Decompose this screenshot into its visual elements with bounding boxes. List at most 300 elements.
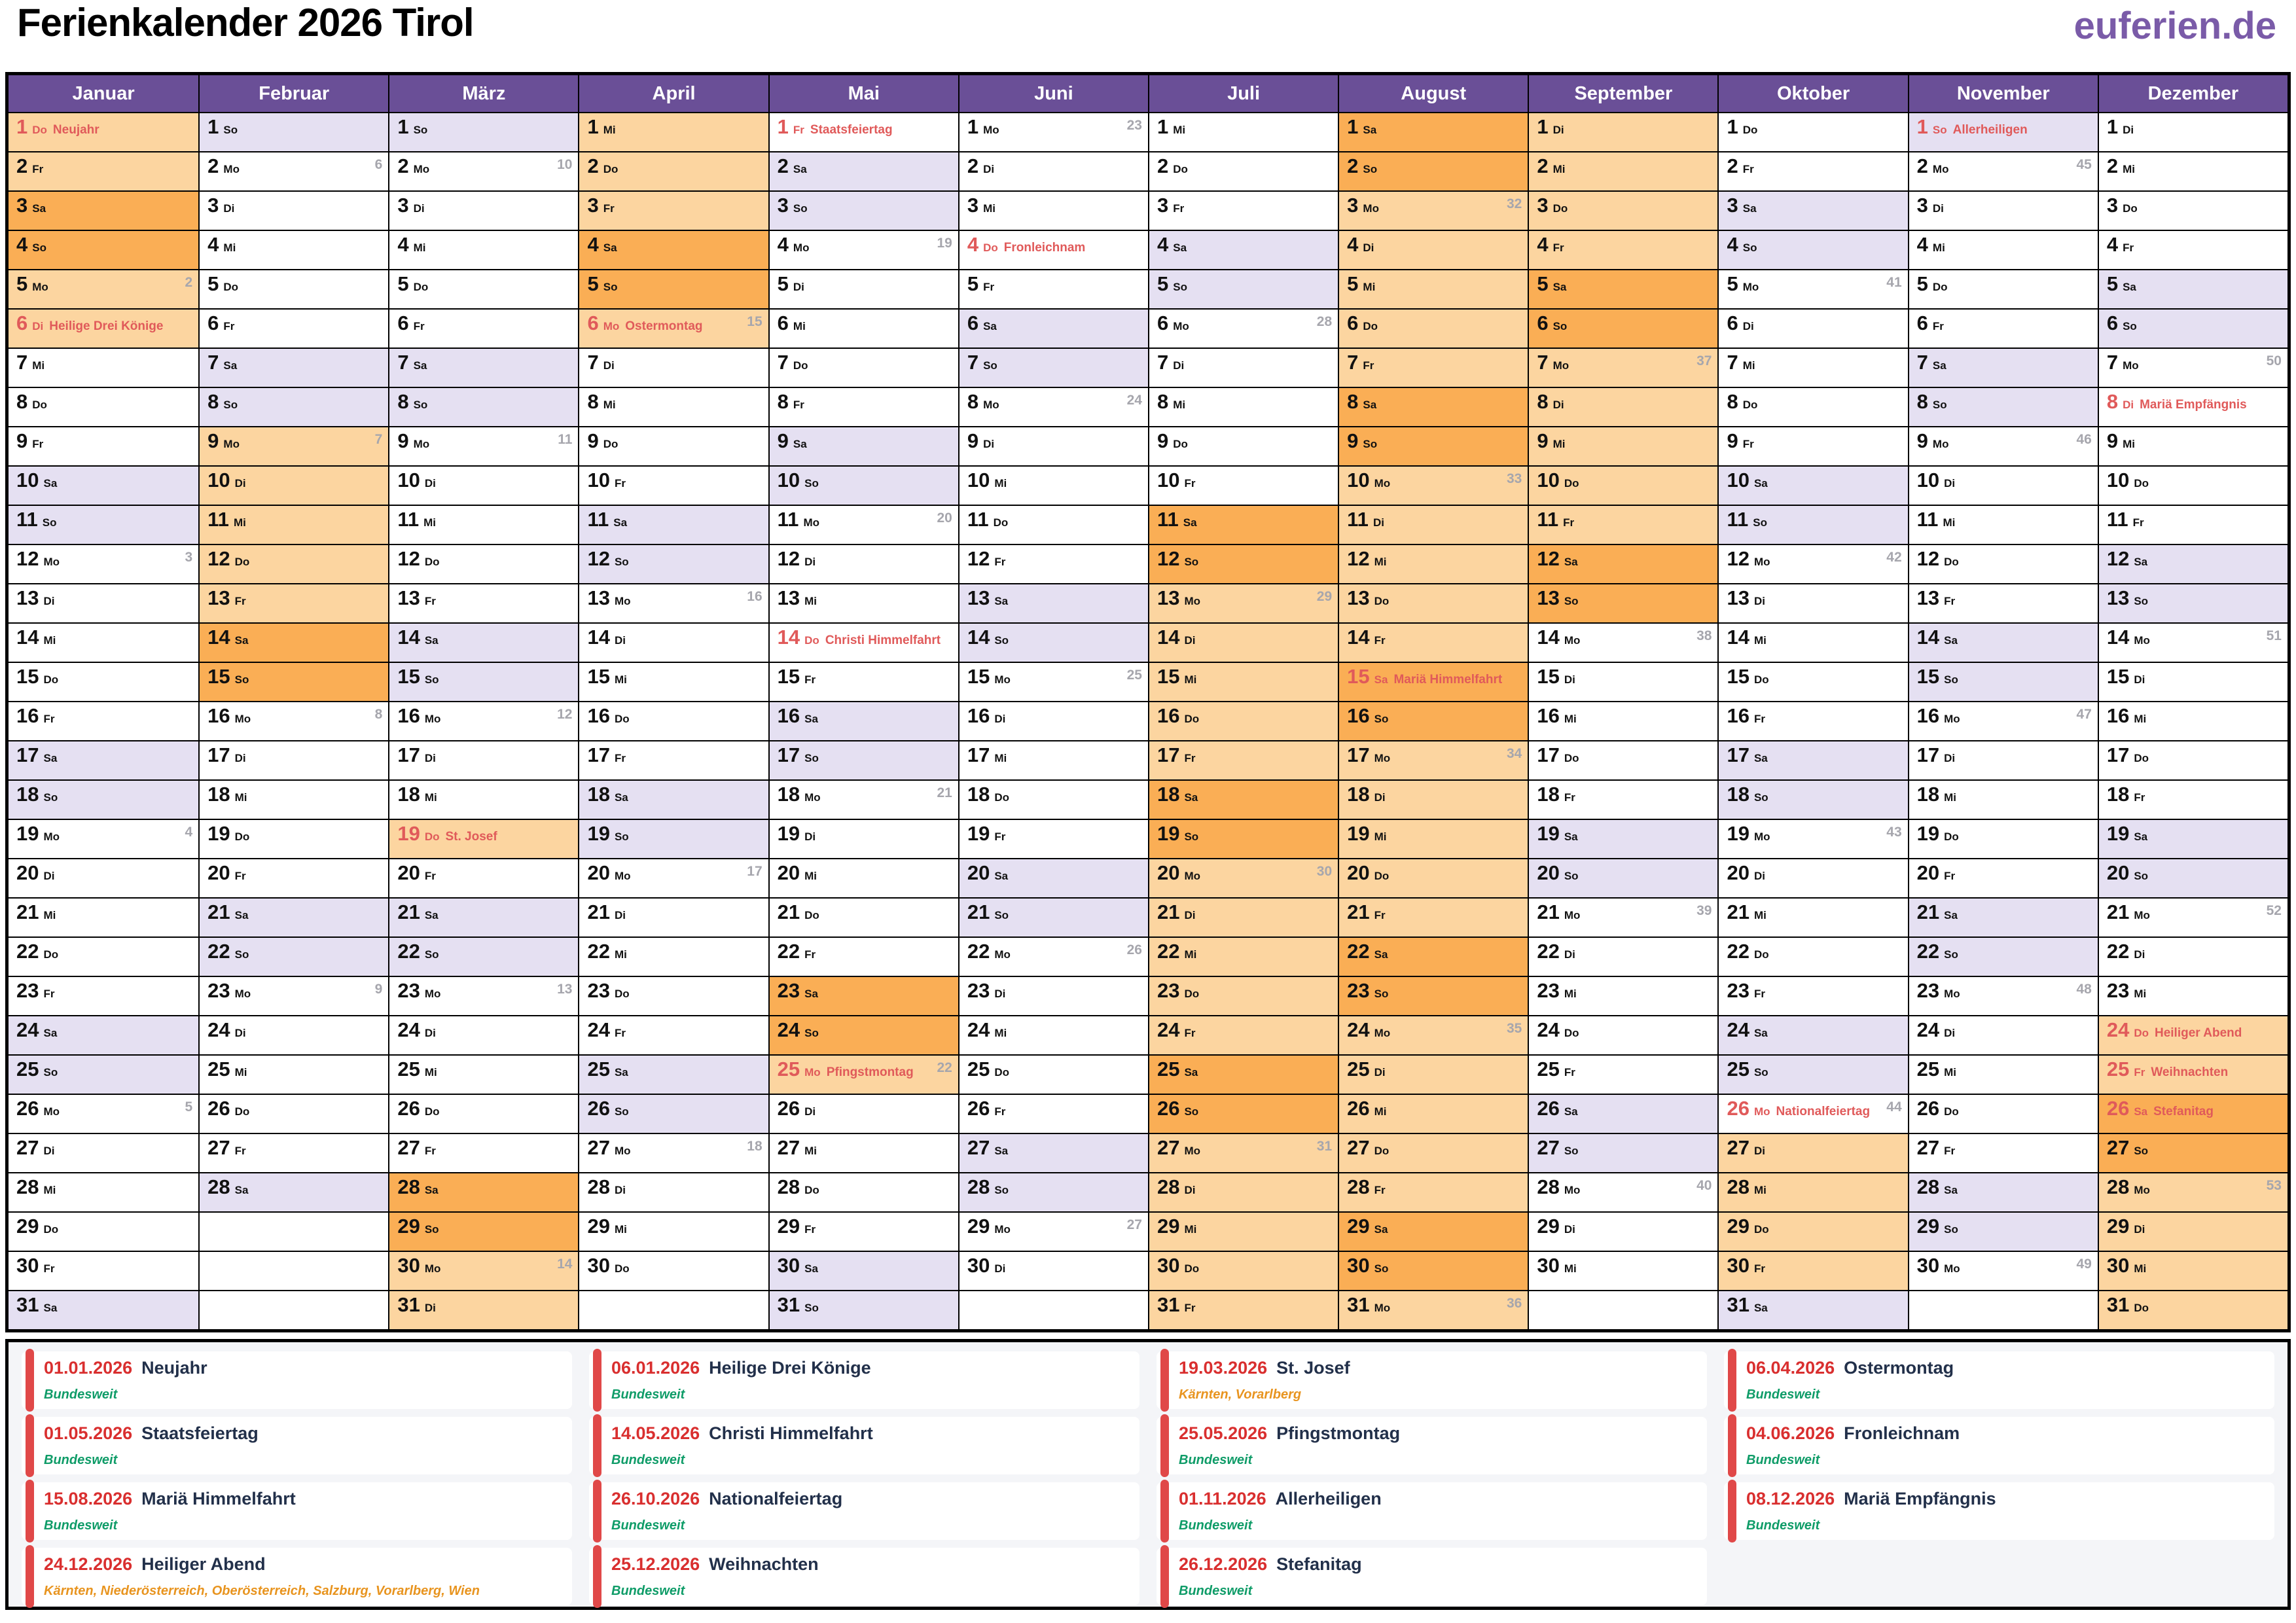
day-number: 29 — [1157, 1215, 1180, 1238]
weekday-label: Di — [614, 1184, 626, 1196]
day-cell — [960, 1094, 1148, 1133]
day-cell — [1529, 1094, 1717, 1133]
day-cell — [389, 1211, 578, 1251]
day-number: 19 — [397, 822, 420, 845]
day-cell — [9, 701, 198, 740]
month-header: Dezember — [2099, 75, 2287, 112]
day-cell — [1529, 308, 1717, 348]
weekday-label: Mi — [1753, 634, 1767, 647]
day-cell — [1719, 505, 1907, 544]
weekday-label: Mo — [43, 1105, 60, 1118]
day-number: 8 — [1157, 390, 1169, 413]
day-cell — [1529, 230, 1717, 269]
weekday-label: So — [983, 359, 997, 372]
day-number: 20 — [1347, 861, 1370, 884]
day-number: 10 — [1347, 469, 1370, 491]
day-cell — [2099, 819, 2287, 858]
weekday-label: Fr — [32, 438, 44, 450]
day-number: 8 — [967, 390, 979, 413]
weekday-label: Di — [994, 988, 1006, 1000]
weekday-label: Di — [2123, 399, 2134, 411]
weekday-label: Do — [994, 1066, 1009, 1079]
day-cell — [1339, 151, 1528, 190]
day-number: 10 — [207, 469, 230, 491]
weekday-label: Mo — [424, 988, 441, 1000]
day-number: 3 — [2106, 194, 2119, 217]
day-cell — [2099, 112, 2287, 151]
calendar-week-number: 35 — [1506, 1021, 1522, 1036]
day-number: 25 — [587, 1058, 610, 1080]
calendar-week-number: 34 — [1506, 746, 1522, 761]
calendar-week-number: 41 — [1886, 275, 1902, 290]
day-number: 27 — [1727, 1136, 1749, 1159]
day-cell — [1529, 112, 1717, 151]
day-number: 20 — [397, 861, 420, 884]
day-number: 27 — [967, 1136, 990, 1159]
day-number: 16 — [967, 704, 990, 727]
day-number: 30 — [2106, 1254, 2130, 1277]
holiday-date: 15.08.2026 — [44, 1489, 133, 1508]
day-cell — [389, 1172, 578, 1211]
holiday-name: St. Josef — [1276, 1358, 1350, 1378]
weekday-label: Sa — [424, 634, 439, 647]
weekday-label: Mo — [1944, 1262, 1960, 1275]
day-cell — [1529, 348, 1717, 387]
weekday-label: Di — [603, 359, 615, 372]
day-cell — [1719, 1054, 1907, 1094]
weekday-label: Mo — [614, 595, 631, 607]
weekday-label: Di — [1564, 673, 1575, 686]
holiday-regions: Kärnten, Vorarlberg — [1179, 1387, 1302, 1402]
weekday-label: Do — [993, 516, 1009, 529]
day-cell — [960, 1251, 1148, 1290]
day-number: 24 — [1727, 1018, 1749, 1041]
legend-red-bar — [593, 1414, 601, 1477]
day-number: 22 — [207, 940, 230, 963]
day-number: 19 — [967, 822, 990, 845]
day-cell — [770, 1211, 958, 1251]
day-cell — [9, 190, 198, 230]
holiday-date: 24.12.2026 — [44, 1554, 133, 1574]
day-cell — [770, 308, 958, 348]
calendar-week-number: 12 — [557, 707, 573, 722]
day-number: 4 — [1727, 233, 1738, 256]
day-cell — [2099, 465, 2287, 505]
weekday-label: Sa — [2134, 830, 2148, 843]
weekday-label: Do — [2134, 752, 2149, 764]
day-number: 7 — [16, 351, 28, 374]
day-cell — [579, 740, 768, 779]
day-cell — [1719, 1211, 1907, 1251]
holiday-date: 14.05.2026 — [611, 1423, 700, 1443]
weekday-label: Do — [234, 556, 250, 568]
day-cell — [770, 387, 958, 426]
legend-entry — [589, 1417, 1139, 1474]
weekday-label: So — [804, 477, 819, 490]
weekday-label: So — [1184, 830, 1199, 843]
weekday-label: Mo — [1374, 1027, 1391, 1039]
day-number: 9 — [777, 429, 789, 452]
day-cell — [9, 1054, 198, 1094]
day-cell — [389, 622, 578, 662]
day-cell — [579, 151, 768, 190]
weekday-label: Mo — [2123, 359, 2139, 372]
holiday-name: Pfingstmontag — [1276, 1423, 1401, 1443]
weekday-label: Sa — [43, 477, 58, 490]
day-cell — [389, 583, 578, 622]
weekday-label: Di — [2134, 948, 2145, 961]
day-cell — [200, 269, 388, 308]
day-number: 24 — [967, 1018, 990, 1041]
weekday-label: Mi — [1184, 673, 1197, 686]
day-number: 30 — [1727, 1254, 1749, 1277]
weekday-label: Di — [1552, 399, 1564, 411]
day-number: 16 — [2106, 704, 2130, 727]
day-number: 10 — [1727, 469, 1749, 491]
day-number: 6 — [2106, 312, 2119, 334]
day-cell — [9, 1094, 198, 1133]
weekday-label: Di — [994, 713, 1006, 725]
day-number: 25 — [2106, 1058, 2130, 1080]
weekday-label: Do — [1944, 830, 1959, 843]
day-cell — [1529, 1054, 1717, 1094]
month-column-februar — [198, 75, 388, 1329]
weekday-label: Do — [793, 359, 808, 372]
weekday-label: Mo — [1374, 477, 1391, 490]
day-number: 16 — [1157, 704, 1180, 727]
day-number: 30 — [1157, 1254, 1180, 1277]
calendar-week-number: 21 — [937, 785, 952, 800]
weekday-label: Mo — [413, 163, 430, 175]
weekday-label: So — [1564, 870, 1579, 882]
day-number: 18 — [1347, 783, 1370, 806]
day-number: 12 — [777, 547, 800, 570]
weekday-label: Mo — [223, 163, 240, 175]
day-cell — [579, 190, 768, 230]
day-number: 24 — [1347, 1018, 1370, 1041]
day-cell — [960, 269, 1148, 308]
calendar-week-number: 19 — [937, 236, 952, 251]
day-number: 10 — [2106, 469, 2130, 491]
weekday-label: Mo — [223, 438, 240, 450]
weekday-label: Do — [1564, 477, 1579, 490]
day-cell — [1339, 897, 1528, 936]
day-number: 30 — [16, 1254, 39, 1277]
weekday-label: Sa — [1363, 124, 1377, 136]
legend-entry-line — [611, 1358, 1129, 1378]
weekday-label: Mi — [1552, 163, 1566, 175]
day-cell — [960, 1133, 1148, 1172]
calendar-week-number: 17 — [747, 864, 762, 879]
day-cell — [1909, 465, 2098, 505]
day-cell — [770, 1290, 958, 1329]
weekday-label: Di — [43, 1145, 55, 1157]
day-number: 19 — [1727, 822, 1749, 845]
day-number: 29 — [1727, 1215, 1749, 1238]
day-number: 5 — [1916, 272, 1928, 295]
weekday-label: Di — [804, 830, 816, 843]
day-cell — [200, 976, 388, 1015]
weekday-label: Fr — [994, 830, 1006, 843]
day-cell — [200, 662, 388, 701]
weekday-label: Mi — [614, 1223, 627, 1236]
legend-red-bar — [593, 1480, 601, 1543]
weekday-label: Mo — [1932, 438, 1949, 450]
calendar-week-number: 44 — [1886, 1099, 1902, 1115]
day-cell — [1719, 151, 1907, 190]
legend-entry-line — [1179, 1489, 1696, 1509]
month-header: November — [1909, 75, 2098, 112]
day-number: 27 — [777, 1136, 800, 1159]
day-number: 6 — [1727, 312, 1738, 334]
weekday-label: Mo — [1184, 1145, 1201, 1157]
day-cell — [1149, 505, 1338, 544]
day-cell — [1529, 505, 1717, 544]
weekday-label: Di — [43, 595, 55, 607]
day-number: 21 — [1537, 901, 1560, 923]
day-cell — [770, 701, 958, 740]
calendar-week-number: 7 — [374, 432, 383, 447]
day-number: 13 — [16, 586, 39, 609]
day-cell — [1909, 779, 2098, 819]
day-number: 10 — [16, 469, 39, 491]
weekday-label: So — [1184, 1105, 1199, 1118]
calendar-week-number: 4 — [185, 825, 193, 840]
day-number: 4 — [207, 233, 219, 256]
day-number: 25 — [1727, 1058, 1749, 1080]
day-cell — [2099, 505, 2287, 544]
day-cell — [2099, 662, 2287, 701]
day-cell — [1529, 897, 1717, 936]
day-number: 17 — [1727, 743, 1749, 766]
day-cell — [389, 426, 578, 465]
day-number: 1 — [967, 115, 979, 138]
weekday-label: Do — [1944, 1105, 1959, 1118]
day-number: 16 — [777, 704, 800, 727]
day-number: 25 — [16, 1058, 39, 1080]
weekday-label: Mi — [1944, 791, 1957, 804]
weekday-label: So — [424, 1223, 439, 1236]
day-cell — [1529, 583, 1717, 622]
day-cell — [1719, 1015, 1907, 1054]
day-cell — [389, 387, 578, 426]
weekday-label: Fr — [223, 320, 235, 332]
day-cell — [770, 1251, 958, 1290]
day-cell — [579, 1015, 768, 1054]
day-number: 18 — [397, 783, 420, 806]
calendar-week-number: 37 — [1696, 353, 1712, 368]
weekday-label: So — [614, 556, 629, 568]
day-cell — [1529, 544, 1717, 583]
legend-entry-line — [44, 1423, 562, 1444]
day-number: 9 — [397, 429, 409, 452]
holiday-date: 25.05.2026 — [1179, 1423, 1268, 1443]
day-cell — [579, 544, 768, 583]
weekday-label: Mo — [804, 791, 821, 804]
day-number: 3 — [967, 194, 979, 217]
weekday-label: Sa — [983, 320, 997, 332]
day-number: 20 — [587, 861, 610, 884]
weekday-label: Mo — [603, 320, 620, 332]
day-number: 27 — [1347, 1136, 1370, 1159]
day-cell — [1909, 269, 2098, 308]
month-header: Juli — [1149, 75, 1338, 112]
month-header: Januar — [9, 75, 198, 112]
day-number: 29 — [1347, 1215, 1370, 1238]
day-cell — [389, 1290, 578, 1329]
day-number: 23 — [1157, 979, 1180, 1002]
weekday-label: Fr — [804, 1223, 816, 1236]
day-cell — [1909, 230, 2098, 269]
holiday-regions: Bundesweit — [611, 1584, 685, 1598]
holiday-regions: Bundesweit — [611, 1453, 685, 1467]
day-cell — [389, 858, 578, 897]
holiday-regions: Bundesweit — [1179, 1584, 1253, 1598]
weekday-label: Sa — [613, 516, 628, 529]
day-cell — [770, 269, 958, 308]
day-cell — [9, 269, 198, 308]
weekday-label: Fr — [234, 595, 246, 607]
day-cell — [960, 1015, 1148, 1054]
day-cell — [9, 426, 198, 465]
day-cell — [770, 1054, 958, 1094]
holiday-regions: Bundesweit — [44, 1387, 118, 1402]
weekday-label: Sa — [1552, 281, 1567, 293]
day-number: 25 — [777, 1058, 800, 1080]
day-number: 9 — [2106, 429, 2119, 452]
weekday-label: Mo — [234, 988, 251, 1000]
day-cell — [1149, 1094, 1338, 1133]
weekday-label: Mi — [2123, 163, 2135, 175]
legend-entry — [22, 1548, 572, 1605]
holiday-regions: Bundesweit — [44, 1453, 118, 1467]
day-cell — [960, 387, 1148, 426]
weekday-label: Di — [804, 1105, 816, 1118]
weekday-label: Sa — [1944, 1184, 1958, 1196]
calendar-week-number: 14 — [557, 1257, 573, 1272]
euferien-logo[interactable]: euferien.de — [2073, 5, 2276, 47]
day-number: 2 — [777, 154, 789, 177]
day-cell — [960, 662, 1148, 701]
weekday-label: Mi — [1753, 909, 1767, 921]
day-number: 25 — [1537, 1058, 1560, 1080]
day-cell — [1719, 662, 1907, 701]
weekday-label: Di — [32, 320, 44, 332]
weekday-label: Di — [1374, 1066, 1386, 1079]
day-number: 3 — [1537, 194, 1549, 217]
month-column-januar — [9, 75, 198, 1329]
weekday-label: Mi — [1374, 1105, 1387, 1118]
day-cell — [1909, 308, 2098, 348]
weekday-label: So — [1363, 163, 1378, 175]
day-cell — [1719, 740, 1907, 779]
calendar-week-number: 16 — [747, 589, 762, 604]
day-cell — [1909, 190, 2098, 230]
day-number: 17 — [967, 743, 990, 766]
day-cell — [770, 1172, 958, 1211]
day-cell — [200, 230, 388, 269]
day-number: 20 — [16, 861, 39, 884]
weekday-label: Do — [1753, 673, 1769, 686]
day-cell — [200, 151, 388, 190]
day-cell — [1909, 505, 2098, 544]
day-number: 13 — [1347, 586, 1370, 609]
day-cell — [1719, 976, 1907, 1015]
day-number: 30 — [397, 1254, 420, 1277]
weekday-label: Mo — [1184, 870, 1201, 882]
legend-entry — [589, 1351, 1139, 1409]
day-cell — [200, 779, 388, 819]
day-number: 25 — [397, 1058, 420, 1080]
weekday-label: Sa — [1944, 909, 1958, 921]
day-cell — [1149, 348, 1338, 387]
weekday-label: So — [1753, 791, 1768, 804]
day-number: 30 — [1347, 1254, 1370, 1277]
day-cell — [200, 622, 388, 662]
day-number: 22 — [1727, 940, 1749, 963]
day-cell — [2099, 151, 2287, 190]
holiday-date: 06.01.2026 — [611, 1358, 700, 1378]
day-number: 4 — [1916, 233, 1928, 256]
day-number: 22 — [397, 940, 420, 963]
day-number: 5 — [967, 272, 979, 295]
weekday-label: Sa — [2123, 281, 2136, 293]
weekday-label: Sa — [1183, 516, 1197, 529]
weekday-label: Fr — [614, 1027, 626, 1039]
day-number: 13 — [207, 586, 230, 609]
weekday-label: Di — [2123, 124, 2134, 136]
weekday-label: Mo — [2134, 634, 2150, 647]
weekday-label: Mi — [614, 948, 627, 961]
day-number: 10 — [777, 469, 800, 491]
day-cell — [770, 426, 958, 465]
day-cell — [960, 151, 1148, 190]
day-number: 9 — [207, 429, 219, 452]
day-number: 3 — [777, 194, 789, 217]
weekday-label: Mo — [804, 1066, 821, 1079]
day-number: 25 — [1916, 1058, 1940, 1080]
day-cell — [200, 465, 388, 505]
weekday-label: Mo — [424, 713, 441, 725]
day-number: 1 — [1157, 115, 1169, 138]
day-number: 12 — [1916, 547, 1940, 570]
calendar-week-number: 50 — [2266, 353, 2282, 368]
day-cell — [1529, 387, 1717, 426]
calendar-week-number: 29 — [1316, 589, 1333, 604]
day-number: 4 — [1347, 233, 1359, 256]
weekday-label: Mi — [234, 1066, 247, 1079]
day-number: 24 — [397, 1018, 420, 1041]
weekday-label: So — [2123, 320, 2137, 332]
holiday-name: Neujahr — [52, 123, 99, 137]
weekday-label: Di — [1944, 752, 1956, 764]
day-number: 17 — [207, 743, 230, 766]
weekday-label: Di — [1363, 241, 1374, 254]
weekday-label: Fr — [603, 202, 615, 215]
month-column-dezember — [2098, 75, 2287, 1329]
weekday-label: Sa — [1753, 752, 1768, 764]
day-number: 16 — [397, 704, 420, 727]
day-number: 22 — [967, 940, 990, 963]
weekday-label: Fr — [32, 163, 44, 175]
empty-day-cell — [200, 1211, 388, 1251]
holiday-legend — [5, 1339, 2291, 1610]
weekday-label: So — [804, 752, 819, 764]
legend-entry — [589, 1548, 1139, 1605]
day-number: 24 — [207, 1018, 230, 1041]
day-cell — [1909, 701, 2098, 740]
legend-entry-line — [611, 1423, 1129, 1444]
